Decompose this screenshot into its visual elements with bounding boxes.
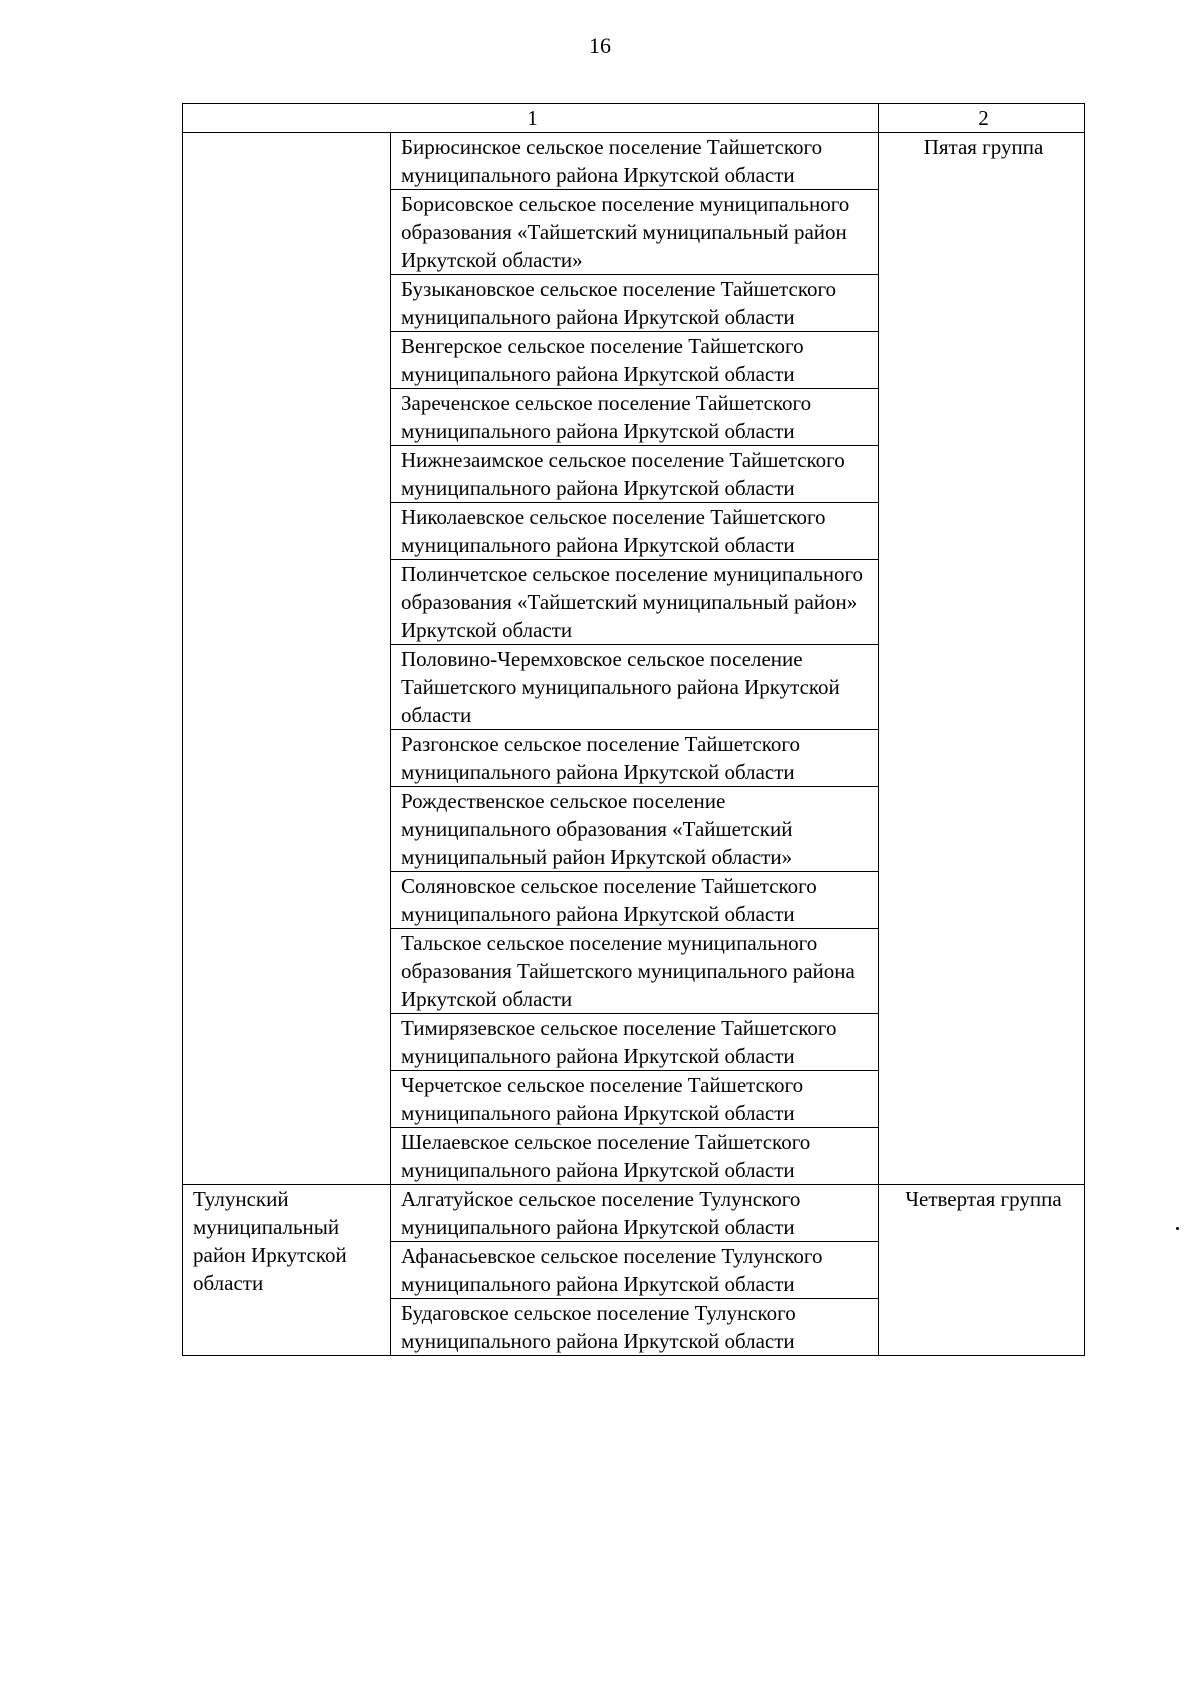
settlement-cell: Борисовское сельское поселение муниципального образования «Тайшетский муниципальный район Иркутской области» xyxy=(391,190,879,275)
settlement-cell: Бузыкановское сельское поселение Тайшетского муниципального района Иркутской области xyxy=(391,275,879,332)
settlement-cell: Венгерское сельское поселение Тайшетского муниципального района Иркутской области xyxy=(391,332,879,389)
settlement-cell: Соляновское сельское поселение Тайшетского муниципального района Иркутской области xyxy=(391,872,879,929)
settlement-cell: Зареченское сельское поселение Тайшетского муниципального района Иркутской области xyxy=(391,389,879,446)
settlement-cell: Рождественское сельское поселение муниципального образования «Тайшетский муниципальный район Иркутской области» xyxy=(391,787,879,872)
header-row xyxy=(183,104,1085,133)
group-cell: Четвертая группа xyxy=(879,1185,1085,1356)
page-number: 16 xyxy=(589,33,611,58)
settlement-cell: Тимирязевское сельское поселение Тайшетского муниципального района Иркутской области xyxy=(391,1014,879,1071)
settlement-cell: Шелаевское сельское поселение Тайшетского муниципального района Иркутской области xyxy=(391,1128,879,1185)
header-col-2: 2 xyxy=(879,104,1085,133)
settlement-cell: Черчетское сельское поселение Тайшетского муниципального района Иркутской области xyxy=(391,1071,879,1128)
group-cell: Пятая группа xyxy=(879,133,1085,1185)
district-cell: Тулунский муниципальный район Иркутской области xyxy=(183,1185,391,1356)
table-row xyxy=(183,133,1085,190)
settlement-cell: Тальское сельское поселение муниципального образования Тайшетского муниципального района Иркутской области xyxy=(391,929,879,1014)
settlement-cell: Нижнезаимское сельское поселение Тайшетского муниципального района Иркутской области xyxy=(391,446,879,503)
scan-speck xyxy=(1176,1227,1179,1230)
settlement-cell: Разгонское сельское поселение Тайшетского муниципального района Иркутской области xyxy=(391,730,879,787)
settlement-cell: Афанасьевское сельское поселение Тулунского муниципального района Иркутской области xyxy=(391,1242,879,1299)
settlements-table xyxy=(182,103,1085,1356)
settlement-cell: Бирюсинское сельское поселение Тайшетского муниципального района Иркутской области xyxy=(391,133,879,190)
settlement-cell: Половино-Черемховское сельское поселение Тайшетского муниципального района Иркутской области xyxy=(391,645,879,730)
district-cell xyxy=(183,133,391,1185)
settlement-cell: Алгатуйское сельское поселение Тулунского муниципального района Иркутской области xyxy=(391,1185,879,1242)
header-col-1: 1 xyxy=(183,104,879,133)
table-row xyxy=(183,1185,1085,1242)
settlement-cell: Будаговское сельское поселение Тулунского муниципального района Иркутской области xyxy=(391,1299,879,1356)
settlement-cell: Полинчетское сельское поселение муниципального образования «Тайшетский муниципальный район» Иркутской области xyxy=(391,560,879,645)
settlement-cell: Николаевское сельское поселение Тайшетского муниципального района Иркутской области xyxy=(391,503,879,560)
